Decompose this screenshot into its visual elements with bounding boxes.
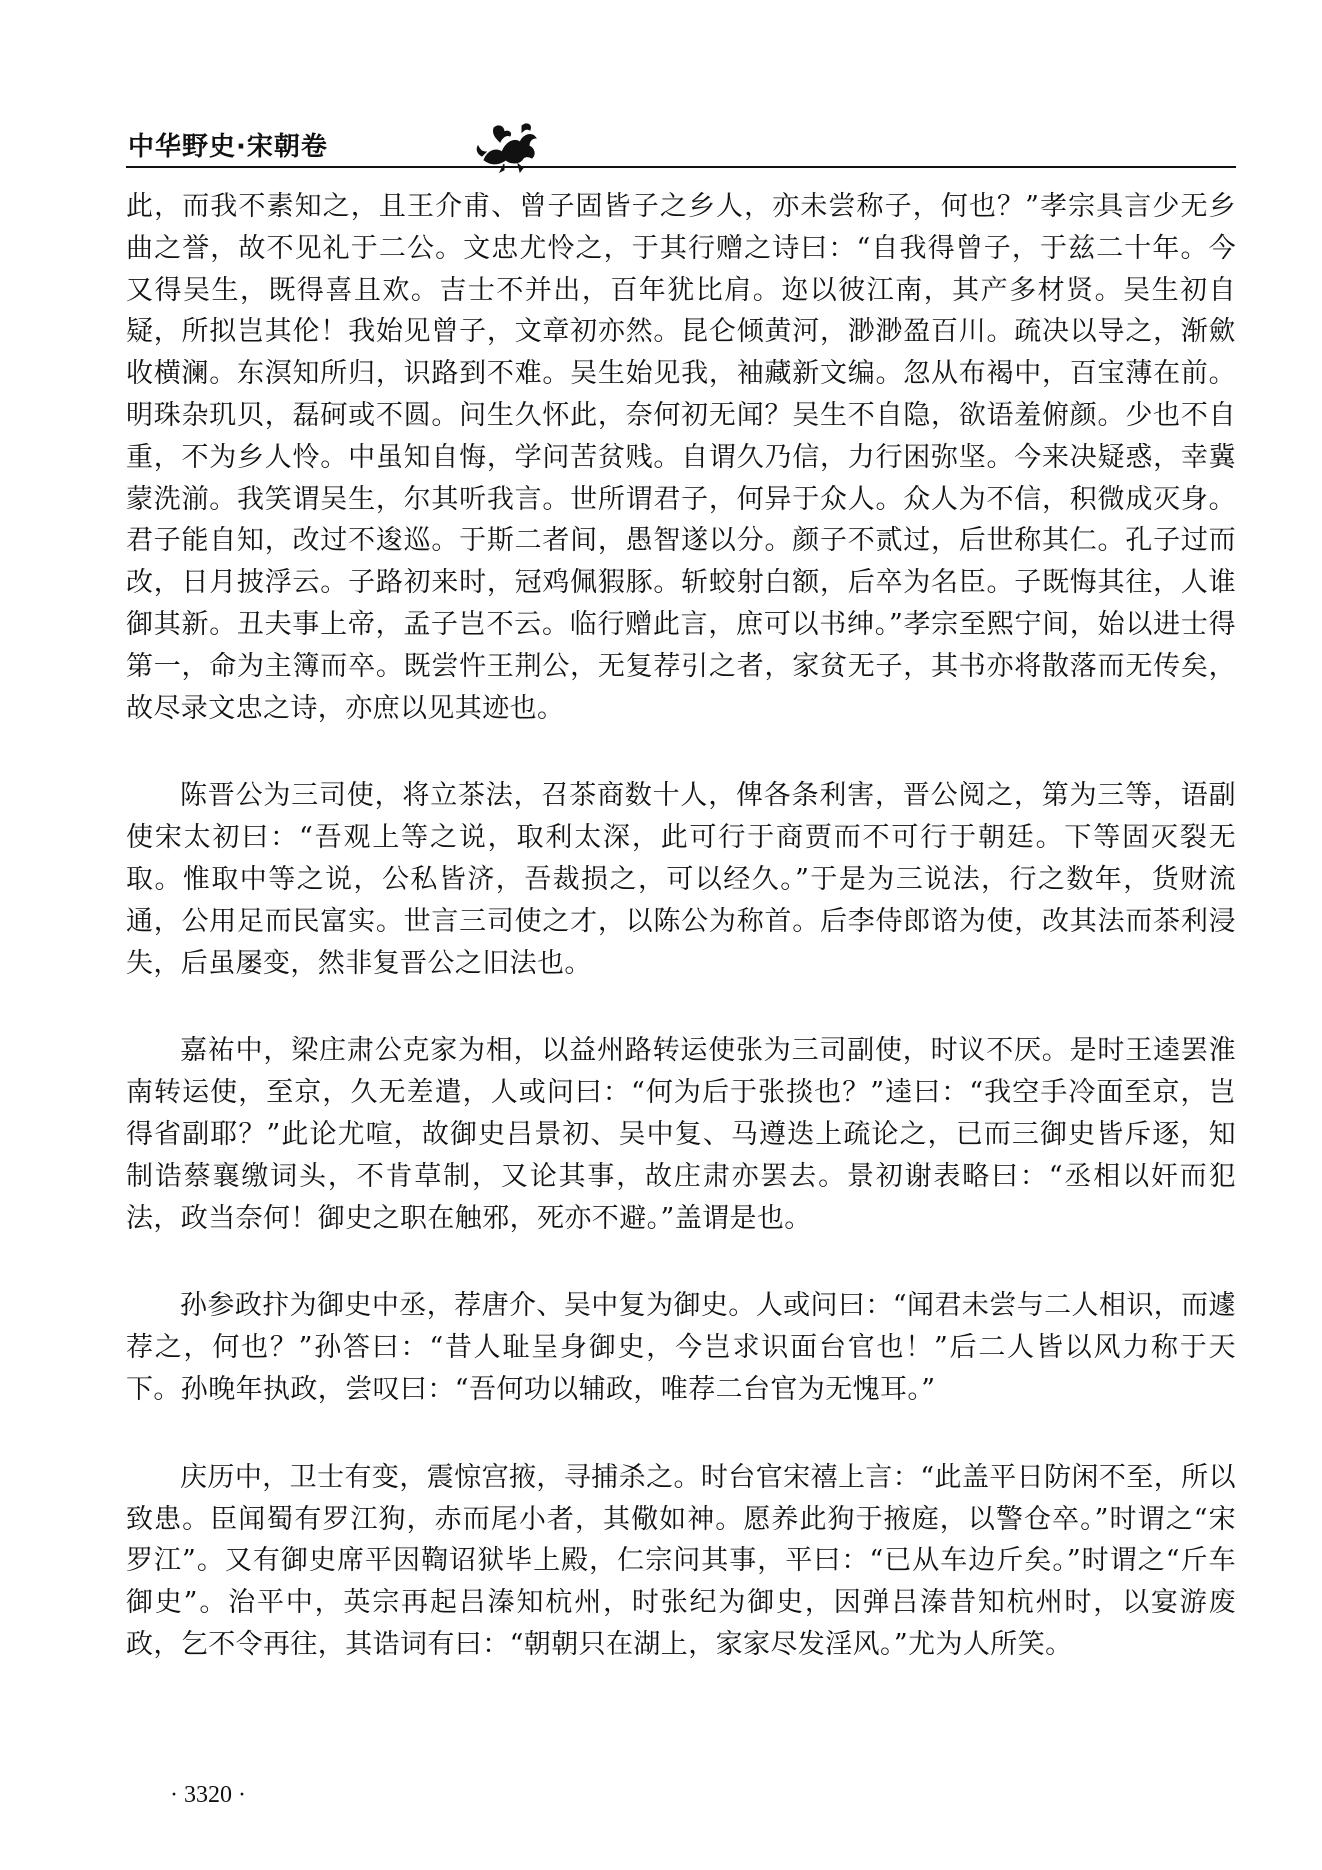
page-body [126, 186, 1236, 1666]
paragraph-4: 孙参政抃为御史中丞，荐唐介、吴中复为御史。人或问曰：“闻君未尝与二人相识，而遽荐之，何也？”孙答曰：“昔人耻呈身御史，今岂求识面台官也！”后二人皆以风力称于天下。孙晚年执政，尝叹曰：“吾何功以辅政，唯荐二台官为无愧耳。” [126, 1290, 1236, 1405]
paragraph-1: 此，而我不素知之，且王介甫、曾子固皆子之乡人，亦未尝称子，何也？”孝宗具言少无乡曲之誉，故不见礼于二公。文忠尤怜之，于其行赠之诗曰：“自我得曾子，于兹二十年。今又得吴生，既得喜且欢。吉士不并出，百年犹比肩。迩以彼江南，其产多材贤。吴生初自疑，所拟岂其伦！我始见曾子，文章初亦然。昆仑倾黄河，渺渺盈百川。疏决以导之，渐歛收横澜。东溟知所归，识路到不难。吴生始见我，袖藏新文编。忽从布褐中，百宝薄在前。明珠杂玑贝，磊砢或不圆。问生久怀此，奈何初无闻？吴生不自隐，欲语羞俯颜。少也不自重，不为乡人怜。中虽知自悔，学问苦贫贱。自谓久乃信，力行困弥坚。今来决疑惑，幸冀蒙洗湔。我笑谓吴生，尔其听我言。世所谓君子，何异于众人。众人为不信，积微成灭身。君子能自知，改过不逡巡。于斯二者间，愚智遂以分。颜子不贰过，后世称其仁。孔子过而改，日月披浮云。子路初来时，冠鸡佩猳豚。斩蛟射白额，后卒为名臣。子既悔其往，人谁御其新。丑夫事上帝，孟子岂不云。临行赠此言，庶可以书绅。”孝宗至熙宁间，始以进士得第一，命为主簿而卒。既尝忤王荆公，无复荐引之者，家贫无子，其书亦将散落而无传矣，故尽录文忠之诗，亦庶以见其迹也。 [126, 191, 1236, 724]
paragraph-5: 庆历中，卫士有变，震惊宫掖，寻捕杀之。时台官宋禧上言：“此盖平日防闲不至，所以致患。臣闻蜀有罗江狗，赤而尾小者，其儆如神。愿养此狗于掖庭，以警仓卒。”时谓之“宋罗江”。又有御史席平因鞫诏狱毕上殿，仁宗问其事，平曰：“已从车边斤矣。”时谓之“斤车御史”。治平中，英宗再起吕溱知杭州，时张纪为御史，因弹吕溱昔知杭州时，以宴游废政，乞不令再往，其诰词有曰：“朝朝只在湖上，家家尽发淫风。”尤为人所笑。 [126, 1461, 1236, 1660]
book-title: 中华野史·宋朝卷 [128, 132, 328, 162]
header-divider [126, 166, 1236, 168]
paragraph-2: 陈晋公为三司使，将立茶法，召茶商数十人，俾各条利害，晋公阅之，第为三等，语副使宋太初曰：“吾观上等之说，取利太深，此可行于商贾而不可行于朝廷。下等固灭裂无取。惟取中等之说，公私皆济，吾裁损之，可以经久。”于是为三说法，行之数年，货财流通，公用足而民富实。世言三司使之才，以陈公为称首。后李侍郎谘为使，改其法而茶利浸失，后虽屡变，然非复晋公之旧法也。 [126, 780, 1236, 979]
page-header [126, 120, 1236, 170]
paragraph-3: 嘉祐中，梁庄肃公克家为相，以益州路转运使张为三司副使，时议不厌。是时王逵罢淮南转运使，至京，久无差遣，人或问曰：“何为后于张掞也？”逵曰：“我空手冷面至京，岂得省副耶？”此论尤喧，故御史吕景初、吴中复、马遵迭上疏论之，已而三御史皆斥逐，知制诰蔡襄缴词头，不肯草制，又论其事，故庄肃亦罢去。景初谢表略曰：“丞相以奸而犯法，政当奈何！御史之职在触邪，死亦不避。”盖谓是也。 [126, 1035, 1236, 1234]
page-number: · 3320 · [170, 1782, 246, 1808]
